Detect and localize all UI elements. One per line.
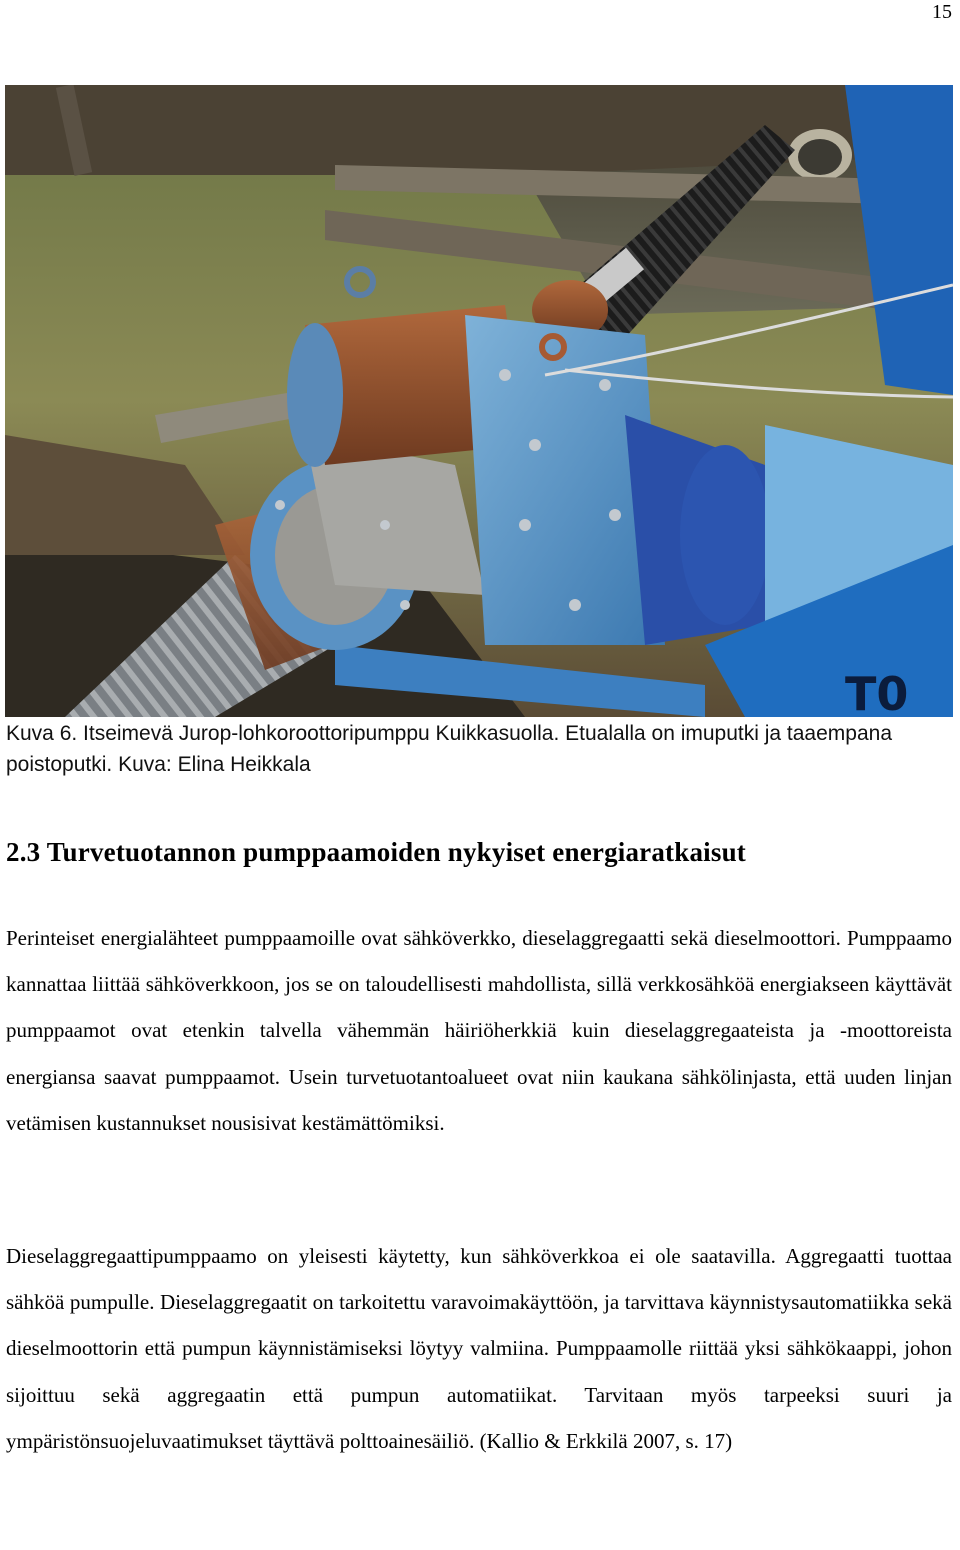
figure-caption: Kuva 6. Itseimevä Jurop-lohkoroottoripumppu Kuikkasuolla. Etualalla on imuputki ja taaempana poistoputki. Kuva: Elina Heikkala bbox=[6, 722, 892, 776]
pump-photo bbox=[5, 85, 953, 717]
paragraph: Dieselaggregaattipumppaamo on yleisesti käytetty, kun sähköverkkoa ei ole saatavilla. Aggregaatti tuottaa sähköä pumpulle. Dieselaggregaatit on tarkoitettu varavoimakäyttöön, ja tarvittava käynnistysautomatiikka sekä dieselmoottorin että pumpun käynnistämiseksi löytyy valmiina. Pumppaamolle riittää yksi sähkökaappi, johon sijoittuu sekä aggregaatin että pumpun automatiikat. Tarvitaan myös tarpeeksi suuri ja ympäristönsuojeluvaatimukset täyttävä polttoainesäiliö. (Kallio & Erkkilä 2007, s. 17) bbox=[6, 1244, 952, 1453]
paragraph: Perinteiset energialähteet pumppaamoille ovat sähköverkko, dieselaggregaatti sekä dieselmoottori. Pumppaamo kannattaa liittää sähköverkkoon, jos se on taloudellisesti mahdollista, sillä verkkosähköä energiakseen käyttävät pumppaamot ovat etenkin talvella vähemmän häiriöherkkiä kuin dieselaggregaateista ja -moottoreista energiansa saavat pumppaamot. Usein turvetuotantoalueet ovat niin kaukana sähkölinjasta, että uuden linjan vetämisen kustannukset nousisivat kestämättömiksi. bbox=[6, 926, 952, 1135]
page-number: 15 bbox=[932, 1, 952, 23]
svg-text:T0: T0 bbox=[845, 667, 909, 717]
section-heading: 2.3 Turvetuotannon pumppaamoiden nykyiset energiaratkaisut bbox=[6, 837, 746, 867]
